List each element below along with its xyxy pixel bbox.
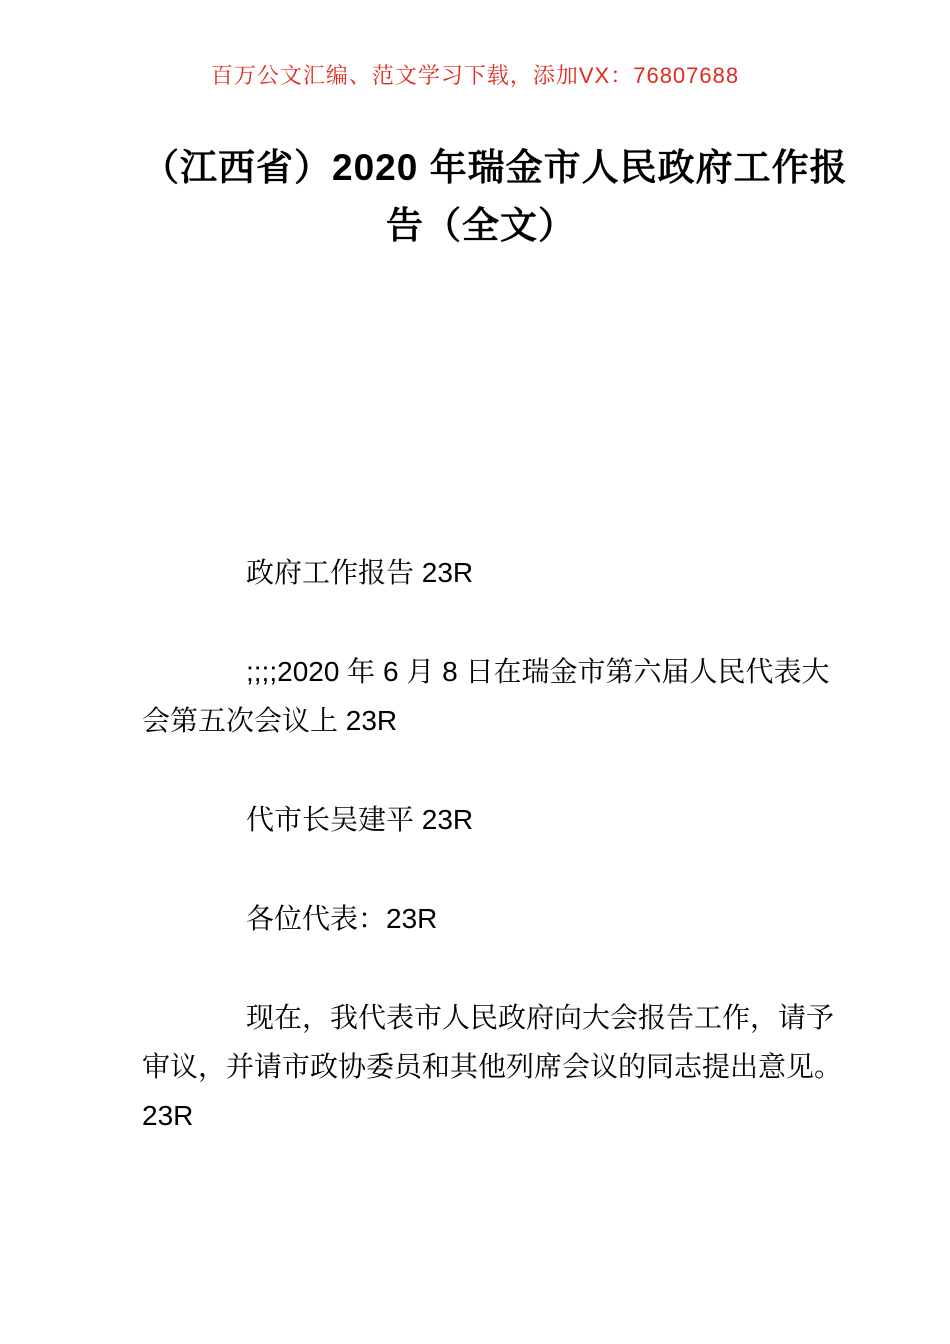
paragraph-opening [142, 993, 843, 1140]
paragraph-line: 政府工作报告 23R [246, 557, 474, 588]
paragraph-salutation [142, 894, 820, 943]
paragraph-meeting-info [142, 647, 830, 745]
paragraph-speaker [142, 795, 820, 844]
document-title [142, 139, 848, 255]
paragraph-line: 现在，我代表市人民政府向大会报告工作，请予 [246, 1002, 835, 1033]
title-line-2: 告（全文） [386, 205, 576, 246]
paragraph-line: ;;;;2020 年 6 月 8 日在瑞金市第六届人民代表大 [246, 656, 830, 687]
document-body [142, 548, 843, 1190]
paragraph-line: 代市长吴建平 23R [246, 804, 474, 835]
paragraph-line: 会第五次会议上 23R [142, 705, 398, 736]
title-line-1: （江西省）2020 年瑞金市人民政府工作报 [142, 147, 848, 188]
header-notice: 百万公文汇编、范文学习下载，添加VX：76807688 [210, 63, 740, 88]
paragraph-line: 23R [142, 1100, 194, 1131]
paragraph-line: 审议，并请市政协委员和其他列席会议的同志提出意见。 [142, 1051, 843, 1082]
paragraph-line: 各位代表：23R [246, 903, 438, 934]
paragraph-report-heading [142, 548, 820, 597]
